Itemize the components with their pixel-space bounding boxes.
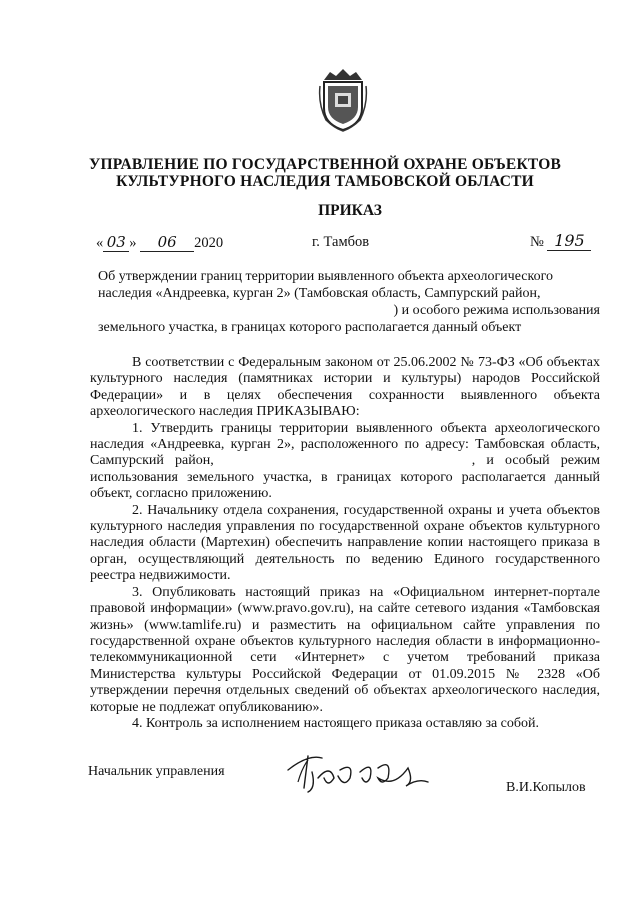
- number-value: 195: [547, 231, 591, 251]
- handwritten-signature: [278, 748, 448, 798]
- document-number: [530, 231, 591, 251]
- subject-line3: ) и особого режима использования: [393, 303, 600, 318]
- preamble-paragraph: В соответствии с Федеральным законом от 25.06.2002 № 73-ФЗ «Об объектах культурного наследия (памятниках истории и культуры) народов Российской Федерации» и в целях обеспечения сохранности выявленного объекта археологического наследия ПРИКАЗЫВАЮ:: [90, 355, 600, 420]
- date-year: 2020: [194, 235, 224, 251]
- organization-title: [60, 156, 590, 190]
- item-3-paragraph: 3. Опубликовать настоящий приказ на «Официальном интернет-портале правовой информации» (www.pravo.gov.ru), на сайте сетевого издания «Тамбовская жизнь» (www.tamlife.ru) и разместить на официальном сайте управления по государственной охране объектов культурного наследия области в информационно-телекоммуникационной сети «Интернет» с учетом требований приказа Министерства культуры Российской Федерации от 01.09.2015 № 2328 «Об утверждении перечня отдельных сведений об объектах археологического наследия, которые не подлежат опубликованию».: [90, 584, 600, 715]
- number-sign: №: [530, 234, 544, 250]
- order-body: [90, 355, 600, 732]
- document-city: г. Тамбов: [312, 234, 370, 250]
- item-1-paragraph: [90, 421, 600, 503]
- order-subject: [98, 268, 600, 336]
- organization-title-line1: УПРАВЛЕНИЕ ПО ГОСУДАРСТВЕННОЙ ОХРАНЕ ОБЪЕКТОВ: [88, 156, 562, 173]
- item-4-paragraph: 4. Контроль за исполнением настоящего приказа оставляю за собой.: [132, 715, 540, 731]
- coat-of-arms-emblem: [316, 66, 370, 132]
- subject-line1: Об утверждении границ территории выявленного объекта археологического: [98, 269, 553, 284]
- date-day: 03: [103, 233, 129, 252]
- signatory-name: В.И.Копылов: [506, 780, 586, 795]
- signatory-position: Начальник управления: [88, 764, 225, 779]
- item-1-text-a: 1. Утвердить границы территории выявленного объекта археологического наследия «Андреевка, курган 2», расположенного по адресу: Тамбовская область, Сампурский район,: [90, 420, 600, 469]
- document-date: [96, 233, 223, 252]
- item-1-text-b: , и особый режим использования земельного участка, в границах которого располагается данный объект, согласно приложению.: [90, 453, 600, 502]
- document-type: ПРИКАЗ: [318, 202, 382, 219]
- date-month: 06: [140, 233, 194, 252]
- signature-block: [88, 762, 608, 812]
- subject-line2: наследия «Андреевка, курган 2» (Тамбовская область, Сампурский район,: [98, 286, 541, 301]
- organization-title-line2: КУЛЬТУРНОГО НАСЛЕДИЯ ТАМБОВСКОЙ ОБЛАСТИ: [116, 173, 534, 190]
- date-close-quote: »: [129, 235, 137, 251]
- subject-line4: земельного участка, в границах которого располагается данный объект: [98, 320, 522, 335]
- item-2-paragraph: 2. Начальнику отдела сохранения, государственной охраны и учета объектов культурного наследия управления по государственной охране объектов культурного наследия области (Мартехин) обеспечить направление копии настоящего приказа в орган, осуществляющий деятельность по ведению Единого государственного реестра недвижимости.: [90, 502, 600, 584]
- date-open-quote: «: [96, 235, 104, 251]
